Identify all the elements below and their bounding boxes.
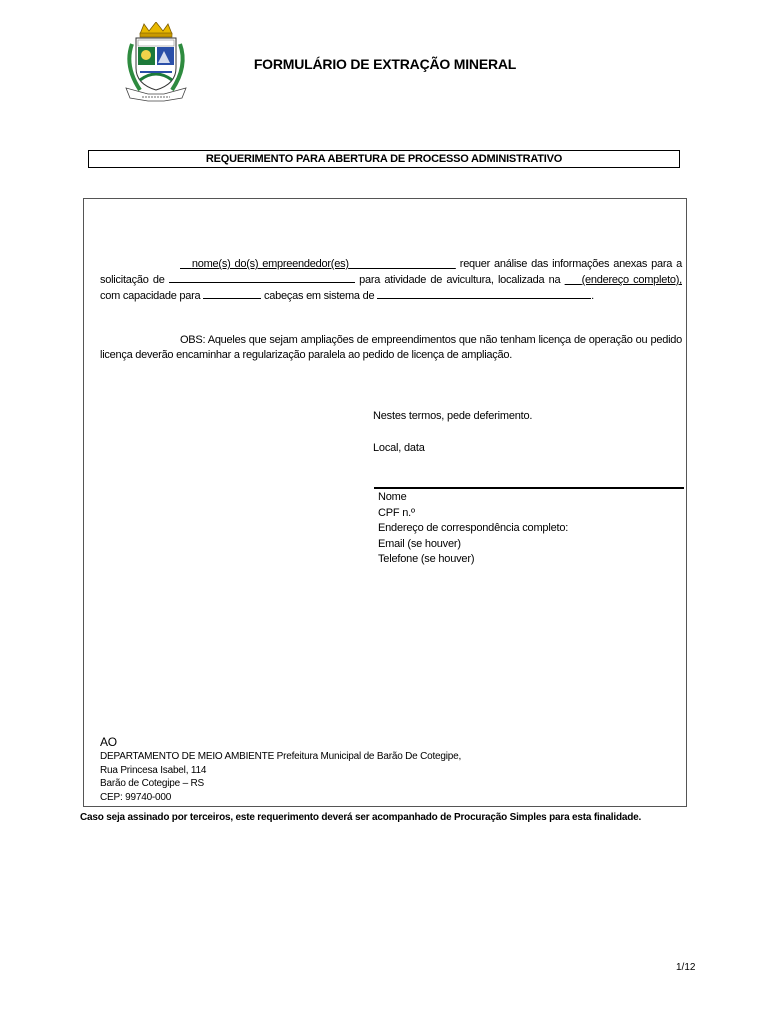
request-type-blank[interactable] <box>169 272 355 283</box>
recipient-department: DEPARTAMENTO DE MEIO AMBIENTE Prefeitura Municipal de Barão De Cotegipe, <box>100 751 462 762</box>
signature-cpf-label: CPF n.º <box>378 506 415 519</box>
document-title: FORMULÁRIO DE EXTRAÇÃO MINERAL <box>253 56 517 72</box>
recipient-address <box>100 735 461 804</box>
recipient-ao: AO <box>100 735 117 749</box>
request-paragraph: nome(s) do(s) empreendedor(es) requer análise das informações anexas para a solicitação de para atividade de avicultura, localizada na (endereço completo), com capacidade para cabeças em sistema de . <box>100 258 682 302</box>
signature-email-label: Email (se houver) <box>378 537 461 550</box>
signature-fields <box>378 490 568 568</box>
place-date-text: Local, data <box>373 442 425 454</box>
obs-paragraph: OBS: Aqueles que sejam ampliações de empreendimentos que não tenham licença de operação ou pedido licença deverão encaminhar a regularização paralela ao pedido de licença de ampliação. <box>100 334 682 361</box>
signature-address-label: Endereço de correspondência completo: <box>378 522 569 534</box>
capacity-blank[interactable] <box>203 288 261 299</box>
closing-text: Nestes termos, pede deferimento. <box>373 410 533 422</box>
signature-name-label: Nome <box>378 491 407 503</box>
system-blank[interactable] <box>377 288 591 299</box>
applicant-name-field[interactable]: nome(s) do(s) empreendedor(es) <box>191 258 349 270</box>
recipient-city: Barão de Cotegipe – RS <box>100 778 205 789</box>
signature-line <box>374 487 684 489</box>
section-title: REQUERIMENTO PARA ABERTURA DE PROCESSO ADMINISTRATIVO <box>88 150 680 168</box>
address-field[interactable]: (endereço completo), <box>581 274 682 286</box>
recipient-street: Rua Princesa Isabel, 114 <box>100 764 207 776</box>
proxy-note: Caso seja assinado por terceiros, este requerimento deverá ser acompanhado de Procuração Simples para esta finalidade. <box>80 812 642 823</box>
recipient-cep: CEP: 99740-000 <box>100 791 172 803</box>
signature-phone-label: Telefone (se houver) <box>378 553 475 565</box>
page-number: 1/12 <box>676 962 696 973</box>
